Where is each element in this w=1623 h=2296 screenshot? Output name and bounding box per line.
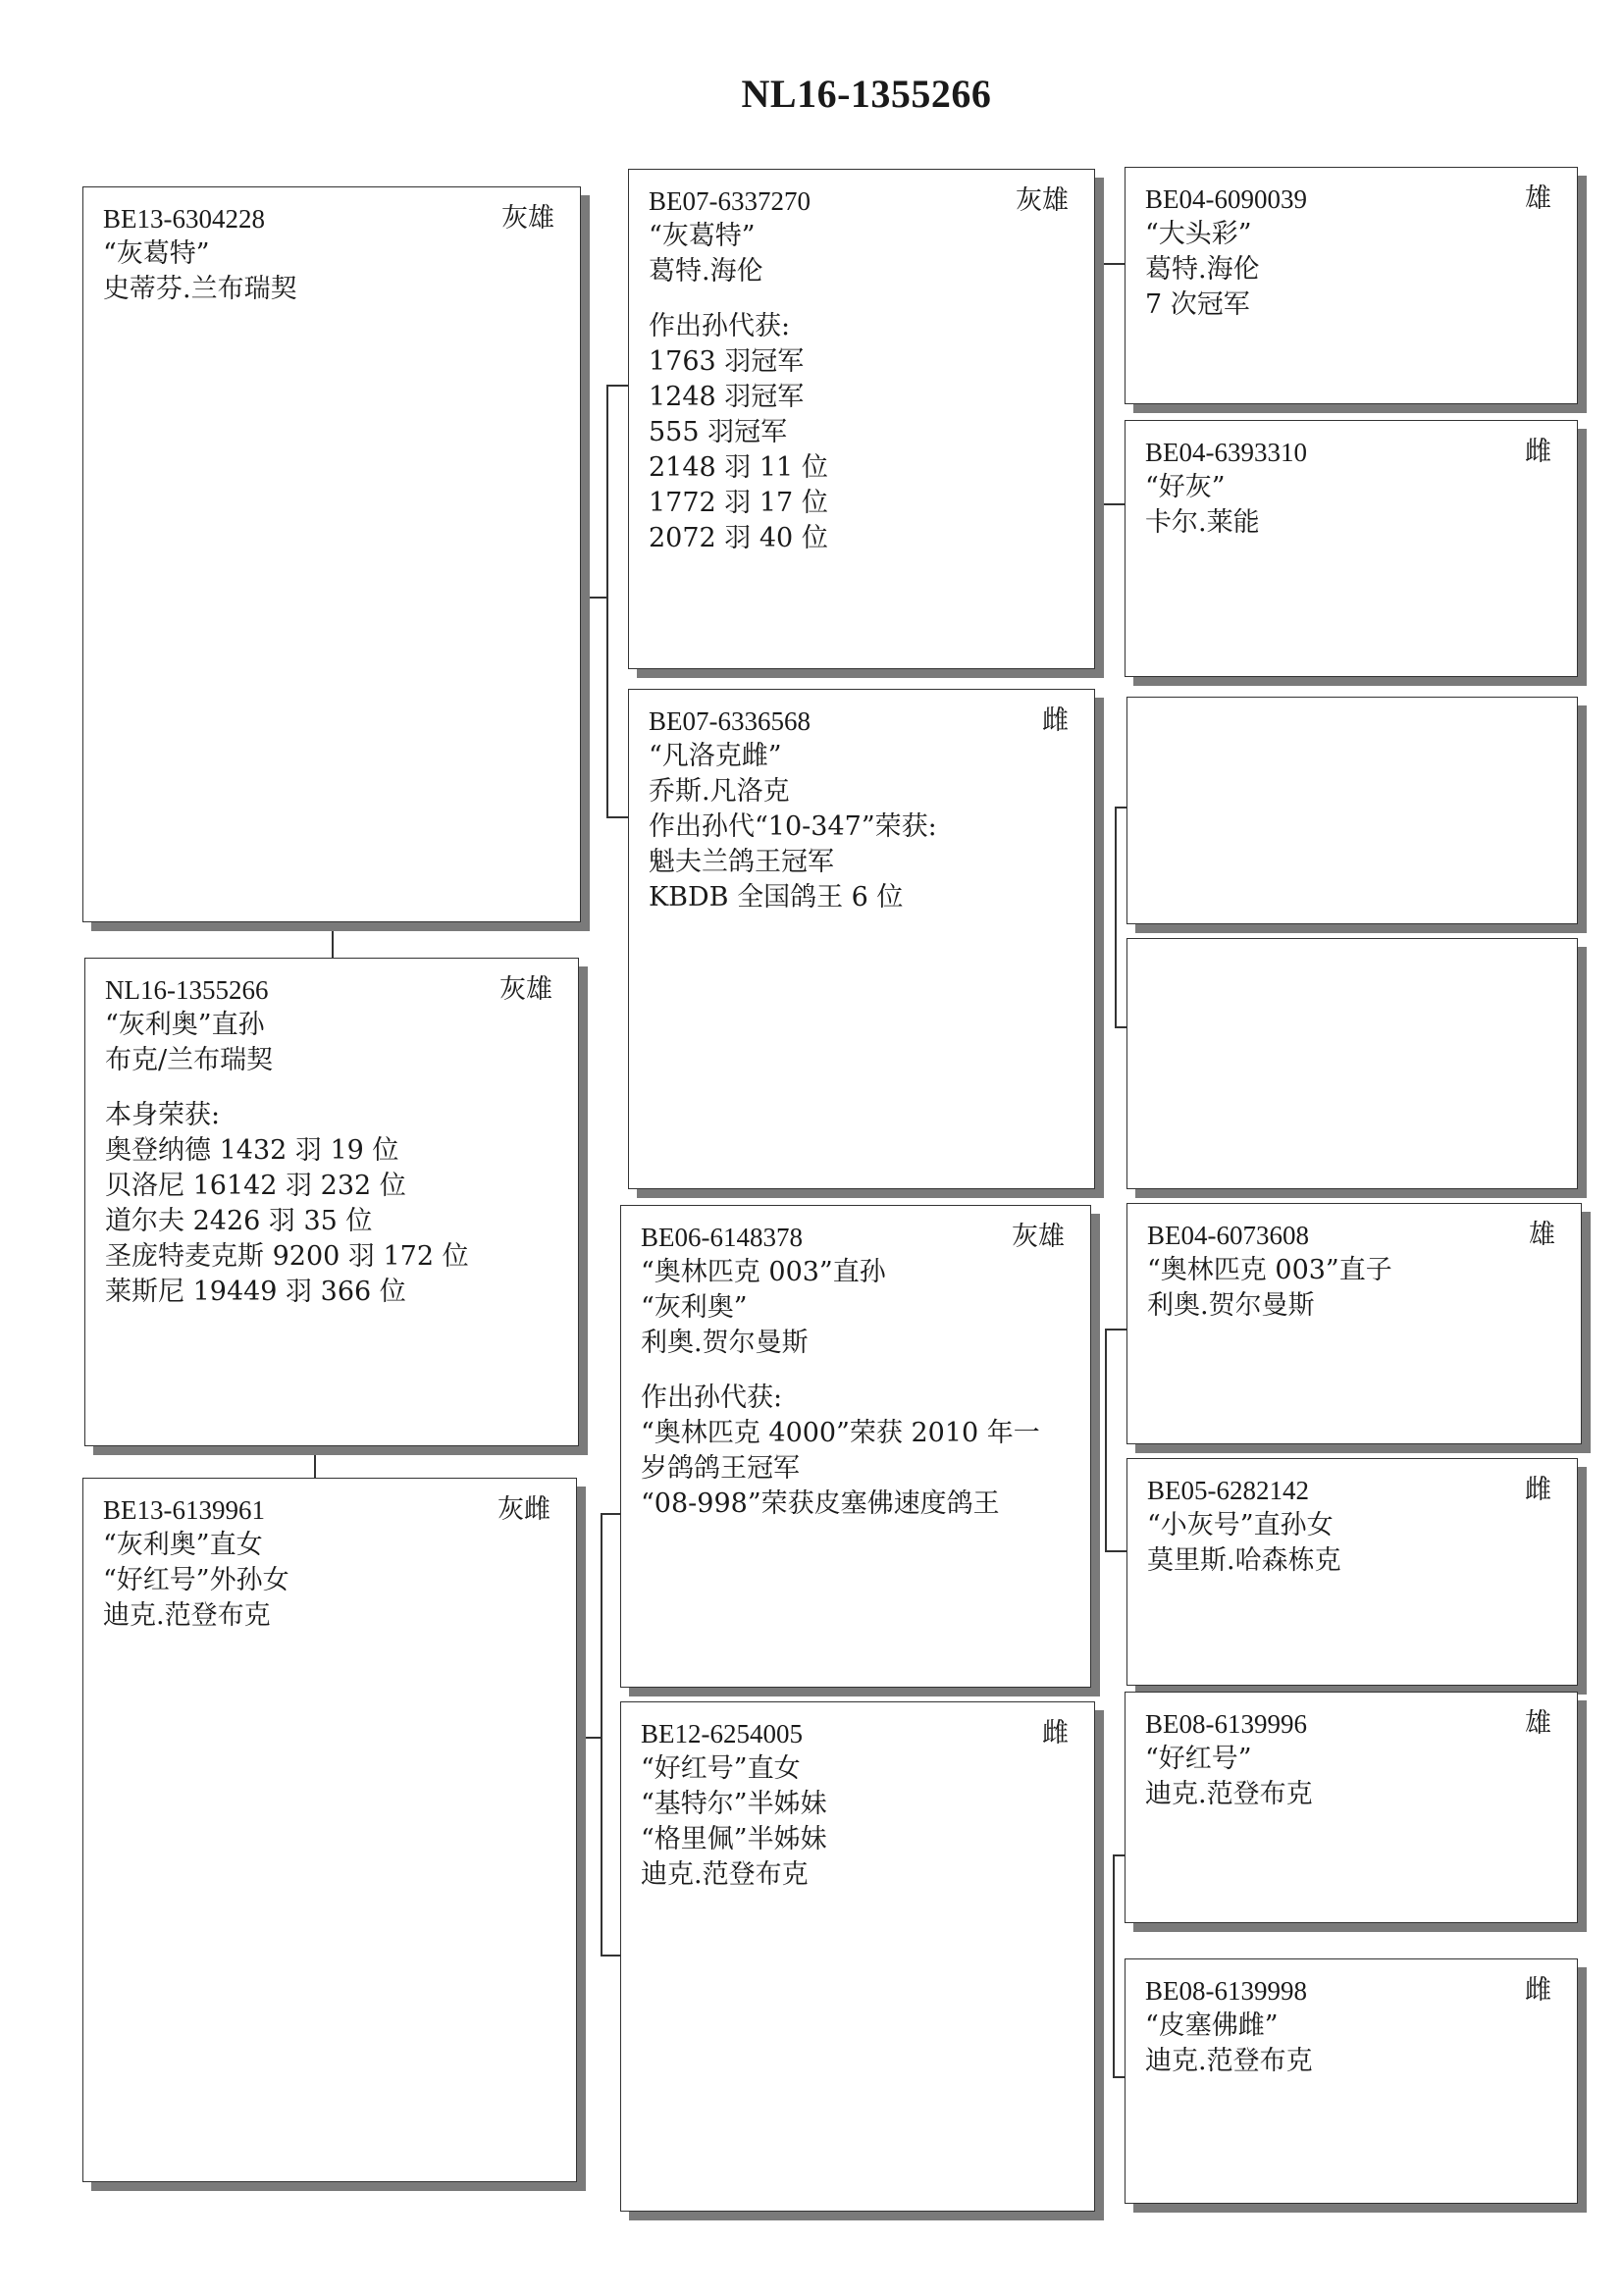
sire-card xyxy=(82,186,581,922)
name-line: “大头彩” xyxy=(1145,219,1252,249)
pedigree-line: “基特尔”半姊妹 xyxy=(641,1789,827,1819)
sex-label: 雌 xyxy=(1042,705,1069,736)
breeder-line: 葛特.海伦 xyxy=(649,256,763,287)
connector xyxy=(1105,1550,1126,1552)
result-line: KBDB 全国鸽王 6 位 xyxy=(649,882,904,913)
sex-label: 灰雄 xyxy=(499,974,552,1005)
breeder-line: 迪克.范登布克 xyxy=(1145,2046,1313,2076)
sds-card xyxy=(1126,697,1578,924)
ring-number: BE05-6282142 xyxy=(1147,1476,1309,1505)
pedigree-line: “小灰号”直孙女 xyxy=(1147,1510,1334,1540)
connector xyxy=(587,597,606,599)
subject-card xyxy=(84,958,579,1446)
result-line: 1248 羽冠军 xyxy=(649,382,805,412)
ring-number: NL16-1355266 xyxy=(105,975,269,1005)
connector xyxy=(1115,807,1126,809)
ring-number: BE08-6139998 xyxy=(1145,1976,1307,2006)
name-line: “灰葛特” xyxy=(649,221,756,251)
pedigree-line: “灰利奥”直女 xyxy=(103,1530,263,1560)
name-line: “好红号” xyxy=(1145,1744,1252,1774)
connector xyxy=(601,1513,620,1515)
ring-number: BE04-6393310 xyxy=(1145,438,1307,467)
result-line: 贝洛尼 16142 羽 232 位 xyxy=(105,1171,406,1201)
sdd-card xyxy=(1126,938,1578,1189)
connector xyxy=(601,1513,602,1955)
sex-label: 雄 xyxy=(1529,1220,1555,1250)
breeder-line: 迪克.范登布克 xyxy=(1145,1779,1313,1809)
sex-label: 雌 xyxy=(1525,437,1551,467)
ring-number: BE12-6254005 xyxy=(641,1719,803,1748)
sex-label: 雌 xyxy=(1525,1475,1551,1505)
results-heading: 本身荣获: xyxy=(105,1100,221,1130)
results-heading: 作出孙代获: xyxy=(641,1383,783,1413)
sex-label: 雌 xyxy=(1042,1718,1069,1748)
sex-label: 灰雄 xyxy=(501,203,554,234)
result-line: 7 次冠军 xyxy=(1145,289,1250,320)
sex-label: 灰雌 xyxy=(497,1494,550,1525)
connector xyxy=(606,385,628,387)
name-line: “好灰” xyxy=(1145,472,1226,502)
ring-number: BE08-6139996 xyxy=(1145,1709,1307,1739)
ddd-card xyxy=(1125,1958,1578,2204)
connector xyxy=(1113,1854,1115,2076)
connector xyxy=(606,816,628,818)
breeder-line: 卡尔.莱能 xyxy=(1145,507,1260,538)
ssd-card xyxy=(1125,420,1578,677)
result-line: 2072 羽 40 位 xyxy=(649,523,828,553)
result-line: 1772 羽 17 位 xyxy=(649,488,828,518)
result-line: 莱斯尼 19449 羽 366 位 xyxy=(105,1277,406,1307)
connector xyxy=(1101,263,1125,265)
connector xyxy=(1101,263,1103,503)
breeder-line: 迪克.范登布克 xyxy=(641,1859,809,1890)
sex-label: 雄 xyxy=(1525,1708,1551,1739)
page-title: NL16-1355266 xyxy=(741,72,992,116)
result-line: 魁夫兰鸽王冠军 xyxy=(649,847,834,877)
breeder-line: 史蒂芬.兰布瑞契 xyxy=(103,274,297,304)
sex-label: 灰雄 xyxy=(1012,1222,1065,1252)
breeder-line: 乔斯.凡洛克 xyxy=(649,776,790,807)
breeder-line: 利奥.贺尔曼斯 xyxy=(641,1328,809,1358)
ring-number: BE07-6336568 xyxy=(649,706,811,736)
ring-number: BE04-6073608 xyxy=(1147,1221,1309,1250)
breeder-line: 利奥.贺尔曼斯 xyxy=(1147,1290,1315,1321)
connector xyxy=(1105,1329,1126,1331)
dam-sire-card xyxy=(620,1205,1091,1688)
name-line: “凡洛克雌” xyxy=(649,741,782,771)
sire-dam-card xyxy=(628,689,1095,1189)
connector xyxy=(601,1955,620,1957)
connector xyxy=(1115,1026,1126,1028)
name-line: “灰葛特” xyxy=(103,238,210,269)
pedigree-line: “好红号”外孙女 xyxy=(103,1565,289,1595)
sex-label: 雄 xyxy=(1525,183,1551,214)
dsd-card xyxy=(1126,1458,1578,1686)
dss-card xyxy=(1126,1203,1582,1444)
sire-sire-card xyxy=(628,169,1095,669)
result-line: 岁鸽鸽王冠军 xyxy=(641,1453,800,1484)
result-line: 555 羽冠军 xyxy=(649,417,788,447)
ring-number: BE13-6304228 xyxy=(103,204,265,234)
result-line: “08-998”荣获皮塞佛速度鸽王 xyxy=(641,1488,1000,1519)
pedigree-line: “奥林匹克 003”直孙 xyxy=(641,1257,886,1287)
name-line: “灰利奥” xyxy=(641,1292,748,1323)
result-line: 道尔夫 2426 羽 35 位 xyxy=(105,1206,373,1236)
breeder-line: 莫里斯.哈森栋克 xyxy=(1147,1545,1341,1576)
connector xyxy=(332,922,334,958)
pedigree-line: “格里佩”半姊妹 xyxy=(641,1824,827,1854)
sex-label: 灰雄 xyxy=(1016,185,1069,216)
connector xyxy=(314,1446,316,1478)
connector xyxy=(1105,1329,1107,1550)
pedigree-line: “奥林匹克 003”直子 xyxy=(1147,1255,1392,1285)
breeder-line: 葛特.海伦 xyxy=(1145,254,1260,285)
sex-label: 雌 xyxy=(1525,1975,1551,2006)
breeder-line: 迪克.范登布克 xyxy=(103,1600,271,1631)
connector xyxy=(606,385,608,816)
connector xyxy=(1101,503,1125,505)
result-line: 圣庞特麦克斯 9200 羽 172 位 xyxy=(105,1241,469,1272)
ring-number: BE06-6148378 xyxy=(641,1223,803,1252)
breeder-line: 布克/兰布瑞契 xyxy=(105,1045,274,1075)
name-line: “皮塞佛雌” xyxy=(1145,2010,1279,2041)
pedigree-line: “灰利奥”直孙 xyxy=(105,1010,265,1040)
result-line: “奥林匹克 4000”荣获 2010 年一 xyxy=(641,1418,1040,1448)
results-heading: 作出孙代获: xyxy=(649,311,791,341)
result-line: 奥登纳德 1432 羽 19 位 xyxy=(105,1135,399,1166)
dds-card xyxy=(1125,1692,1578,1923)
connector xyxy=(583,1737,601,1739)
connector xyxy=(1115,807,1117,1026)
pedigree-line: 作出孙代“10-347”荣获: xyxy=(649,811,937,842)
sss-card xyxy=(1125,167,1578,404)
dam-dam-card xyxy=(620,1701,1095,2212)
ring-number: BE13-6139961 xyxy=(103,1495,265,1525)
ring-number: BE04-6090039 xyxy=(1145,184,1307,214)
pedigree-line: “好红号”直女 xyxy=(641,1753,801,1784)
ring-number: BE07-6337270 xyxy=(649,186,811,216)
result-line: 2148 羽 11 位 xyxy=(649,452,828,483)
dam-card xyxy=(82,1478,577,2182)
result-line: 1763 羽冠军 xyxy=(649,346,805,377)
